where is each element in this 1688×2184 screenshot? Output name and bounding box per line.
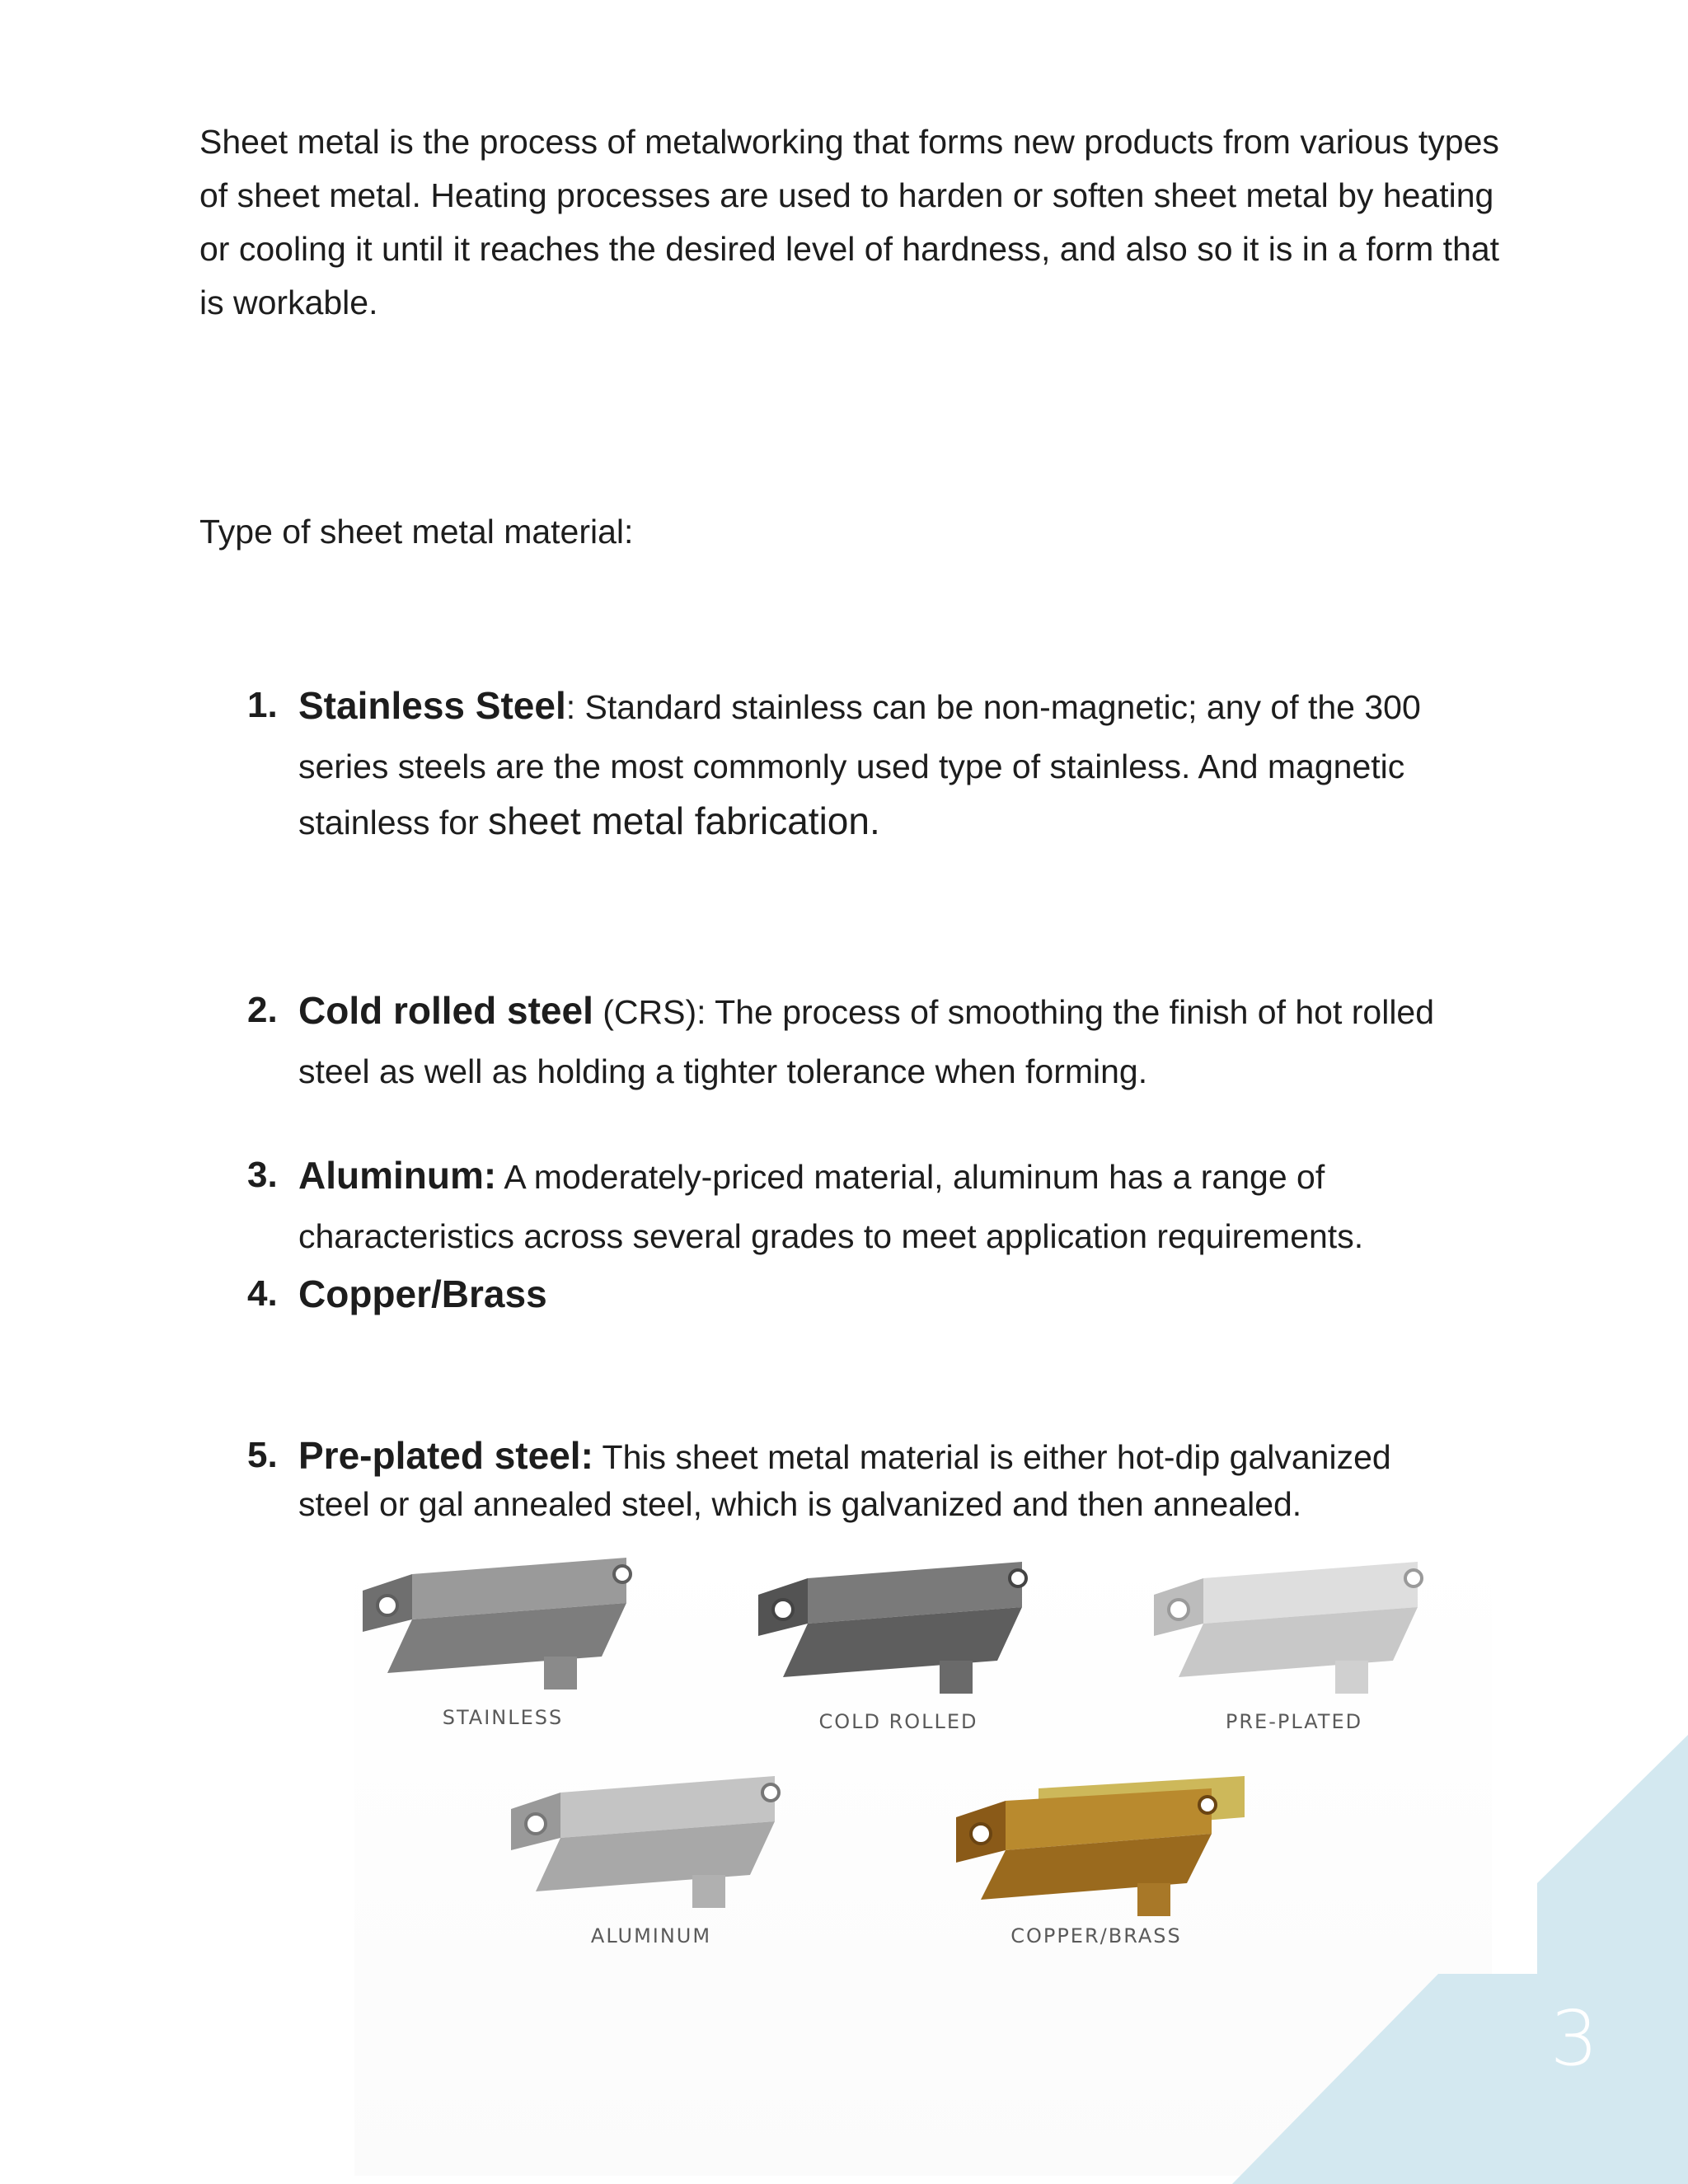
desc-stainless-line1: : Standard stainless can be non-magnetic; any of the 300 [565,688,1421,726]
list-number: 5. [247,1435,278,1475]
desc-pre-plated-line1: This sheet metal material is either hot-dip galvanized [593,1438,1391,1476]
label-cold-rolled: COLD ROLLED [818,1710,978,1733]
label-aluminum: ALUMINUM [590,1924,712,1947]
desc-cold-rolled-line1: (CRS): The process of smoothing the finish of hot rolled [593,993,1435,1031]
term-pre-plated-steel: Pre-plated steel: [298,1434,593,1477]
desc-aluminum-line2: characteristics across several grades to meet application requirements. [298,1217,1364,1255]
list-number: 2. [247,990,278,1030]
list-number: 1. [247,685,278,725]
desc-pre-plated-line2: steel or gal annealed steel, which is galvanized and then annealed. [298,1485,1302,1523]
term-copper-brass: Copper/Brass [298,1272,547,1315]
list-number: 3. [247,1155,278,1195]
label-stainless: STAINLESS [442,1706,564,1729]
desc-stainless-line3-emph: sheet metal fabrication. [488,799,880,842]
term-stainless-steel: Stainless Steel [298,684,566,727]
desc-cold-rolled-line2: steel as well as holding a tighter tolerance when forming. [298,1052,1148,1090]
intro-paragraph: Sheet metal is the process of metalworking that forms new products from various types of sheet metal. Heating processes are used to harden or soften sheet metal by heating or cooling it until it reaches the desired level of hardness, and also so it is in a form that is workable. [199,123,1500,321]
desc-aluminum-line1: A moderately-priced material, aluminum has a range of [496,1158,1325,1196]
term-cold-rolled-steel: Cold rolled steel [298,989,593,1032]
list-number: 4. [247,1273,278,1314]
term-aluminum: Aluminum: [298,1154,497,1197]
desc-stainless-line2: series steels are the most commonly used type of stainless. And magnetic [298,748,1405,785]
label-copper-brass: COPPER/BRASS [1010,1924,1182,1947]
section-heading: Type of sheet metal material: [199,513,634,551]
page-number: 3 [1550,1994,1599,2083]
desc-stainless-line3: stainless for [298,804,489,841]
label-pre-plated: PRE-PLATED [1225,1710,1363,1733]
